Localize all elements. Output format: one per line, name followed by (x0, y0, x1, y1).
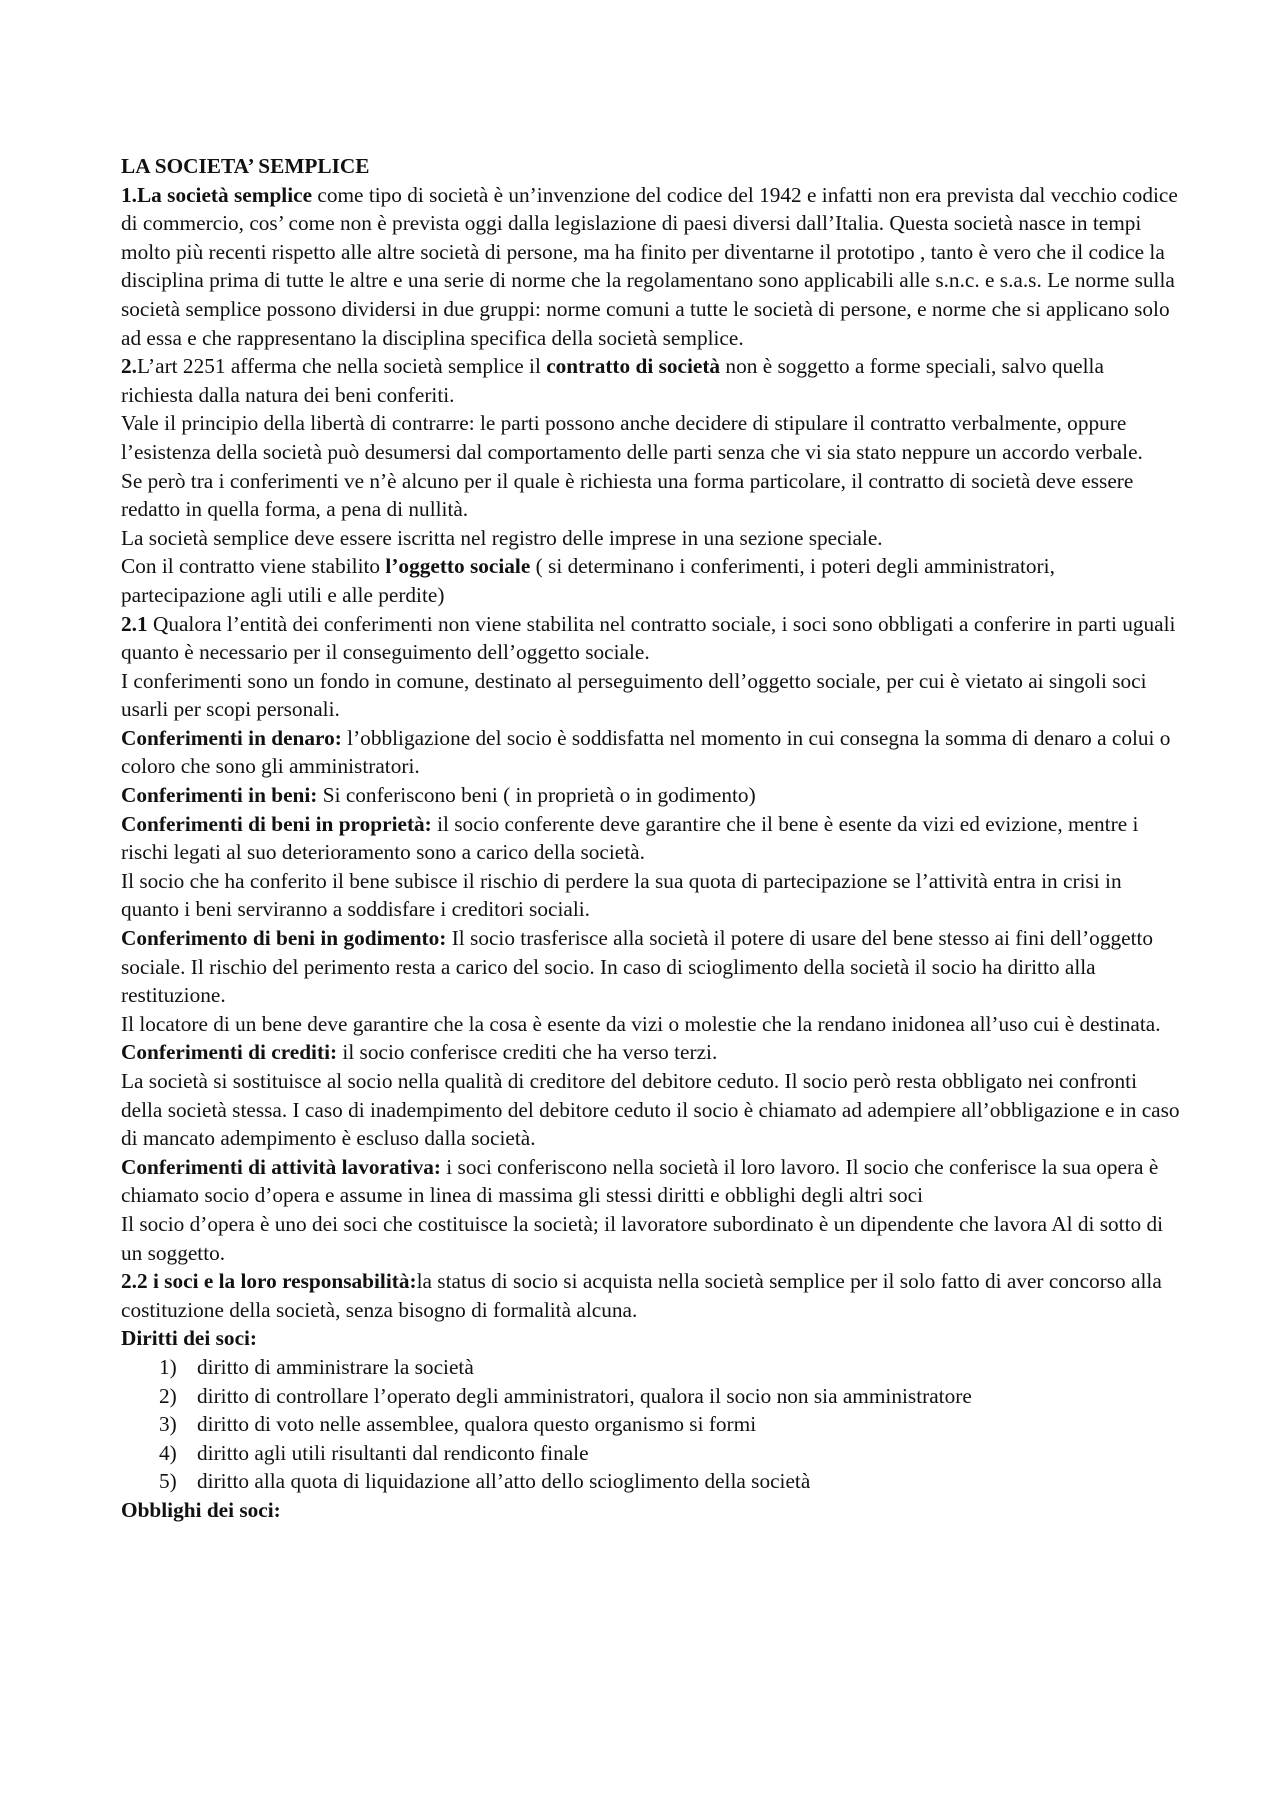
paragraph-text: la status di socio si acquista nella società semplice per il solo fatto di aver concorso alla costituzione della società, senza bisogno di formalità alcuna. (121, 1269, 1162, 1322)
paragraph-lead: 2. (121, 354, 137, 379)
paragraph-text: non è soggetto a forme speciali, salvo quella richiesta dalla natura dei beni conferiti. (121, 354, 1104, 407)
rights-heading-text: Diritti dei soci: (121, 1326, 258, 1351)
list-number: 2) (159, 1383, 177, 1408)
list-number: 1) (159, 1354, 177, 1379)
rights-list (121, 1353, 1180, 1496)
list-item (159, 1382, 1180, 1411)
list-text: diritto agli utili risultanti dal rendiconto finale (197, 1440, 589, 1465)
paragraph-4: Se però tra i conferimenti ve n’è alcuno per il quale è richiesta una forma particolare, il contratto di società deve essere redatto in quella forma, a pena di nullità. (121, 468, 1134, 522)
paragraph-lead: Conferimento di beni in godimento: (121, 926, 447, 951)
paragraph-18: Il socio d’opera è uno dei soci che costituisce la società; il lavoratore subordinato è un dipendente che lavora Al di sotto di un soggetto. (121, 1211, 1164, 1265)
paragraph-text: Il socio trasferisce alla società il potere di usare del bene stesso ai fini dell’oggetto sociale. Il rischio del perimento resta a carico del socio. In caso di scioglimento della società il socio ha diritto alla restituzione. (121, 926, 1154, 1008)
paragraph-lead: 2.2 i soci e la loro responsabilità: (121, 1269, 417, 1294)
list-text: diritto di amministrare la società (197, 1354, 474, 1379)
document-title: LA SOCIETA’ SEMPLICE (121, 154, 370, 178)
paragraph-text: il socio conferente deve garantire che il bene è esente da vizi ed evizione, mentre i rischi legati al suo deterioramento sono a carico della società. (121, 811, 1139, 865)
paragraph-text: Qualora l’entità dei conferimenti non viene stabilita nel contratto sociale, i soci sono obbligati a conferire in parti uguali quanto è necessario per il conseguimento dell’oggetto sociale. (121, 611, 1176, 665)
paragraph-10 (121, 781, 1180, 810)
obligations-heading-text: Obblighi dei soci: (121, 1497, 281, 1522)
list-item (159, 1439, 1180, 1468)
paragraph-text: Si conferiscono beni ( in proprietà o in godimento) (317, 783, 756, 808)
paragraph-5: La società semplice deve essere iscritta nel registro delle imprese in una sezione speciale. (121, 525, 883, 550)
paragraph-15 (121, 1038, 1180, 1067)
list-item (159, 1467, 1180, 1496)
paragraph-12: Il socio che ha conferito il bene subisce il rischio di perdere la sua quota di partecipazione se l’attività entra in crisi in quanto i beni serviranno a soddisfare i creditori sociali. (121, 868, 1122, 922)
paragraph-lead: 1.La società semplice (121, 182, 313, 207)
paragraph-text: l’obbligazione del socio è soddisfatta nel momento in cui consegna la somma di denaro a colui o coloro che sono gli amministratori. (121, 725, 1171, 779)
list-number: 4) (159, 1440, 177, 1465)
paragraph-lead: Conferimenti in beni: (121, 783, 318, 808)
paragraph-14: Il locatore di un bene deve garantire che la cosa è esente da vizi o molestie che la rendano inidonea all’uso cui è destinata. (121, 1011, 1161, 1036)
paragraph-2 (121, 352, 1180, 409)
list-number: 5) (159, 1469, 177, 1494)
paragraph-bold: l’oggetto sociale (385, 554, 531, 579)
paragraph-7 (121, 610, 1180, 667)
paragraph-17 (121, 1153, 1180, 1210)
list-text: diritto di controllare l’operato degli amministratori, qualora il socio non sia amministratore (197, 1383, 972, 1408)
paragraph-text: ( si determinano i conferimenti, i poteri degli amministratori, partecipazione agli utili e alle perdite) (121, 554, 1055, 607)
list-item (159, 1353, 1180, 1382)
paragraph-lead: Conferimenti di beni in proprietà: (121, 811, 432, 836)
paragraph-11 (121, 810, 1180, 867)
paragraph-bold: contratto di società (546, 354, 721, 379)
paragraph-16: La società si sostituisce al socio nella qualità di creditore del debitore ceduto. Il socio però resta obbligato nei confronti della società stessa. I caso di inadempimento del debitore ceduto il socio è chiamato ad adempiere all’obbligazione e in caso di mancato adempimento è escluso dalla società. (121, 1069, 1180, 1151)
paragraph-text: L’art 2251 afferma che nella società semplice il (136, 354, 547, 379)
obligations-heading (121, 1496, 1180, 1525)
paragraph-text: Con il contratto viene stabilito (121, 554, 386, 579)
paragraph-9 (121, 724, 1180, 781)
list-text: diritto di voto nelle assemblee, qualora questo organismo si formi (197, 1412, 757, 1437)
paragraph-lead: Conferimenti di crediti: (121, 1040, 338, 1065)
paragraph-6 (121, 552, 1180, 609)
list-item (159, 1410, 1180, 1439)
paragraph-13 (121, 924, 1180, 1010)
paragraph-lead: Conferimenti in denaro: (121, 725, 342, 750)
rights-heading (121, 1324, 1180, 1353)
paragraph-19 (121, 1267, 1180, 1324)
document-body (121, 152, 1180, 1525)
paragraph-1 (121, 181, 1180, 353)
paragraph-lead: 2.1 (121, 611, 148, 636)
paragraph-3: Vale il principio della libertà di contrarre: le parti possono anche decidere di stipulare il contratto verbalmente, oppure l’esistenza della società può desumersi dal comportamento delle parti senza che vi sia stato neppure un accordo verbale. (121, 411, 1143, 464)
list-number: 3) (159, 1412, 177, 1437)
paragraph-lead: Conferimenti di attività lavorativa: (121, 1154, 441, 1179)
paragraph-text: i soci conferiscono nella società il loro lavoro. Il socio che conferisce la sua opera è chiamato socio d’opera e assume in linea di massima gli stessi diritti e obblighi degli altri soci (121, 1154, 1159, 1208)
paragraph-8: I conferimenti sono un fondo in comune, destinato al perseguimento dell’oggetto sociale, per cui è vietato ai singoli soci usarli per scopi personali. (121, 668, 1147, 722)
paragraph-text: il socio conferisce crediti che ha verso terzi. (337, 1040, 718, 1065)
list-text: diritto alla quota di liquidazione all’atto dello scioglimento della società (197, 1469, 811, 1494)
paragraph-text: come tipo di società è un’invenzione del codice del 1942 e infatti non era prevista dal vecchio codice di commercio, cos’ come non è prevista oggi dalla legislazione di paesi diversi dall’Italia. Questa società nasce in tempi molto più recenti rispetto alle altre società di persone, ma ha finito per diventarne il prototipo , tanto è vero che il codice la disciplina prima di tutte le altre e una serie di norme che la regolamentano sono applicabili alle s.n.c. e s.a.s. Le norme sulla società semplice possono dividersi in due gruppi: norme comuni a tutte le società di persone, e norme che si applicano solo ad essa e che rappresentano la disciplina specifica della società semplice. (121, 182, 1178, 350)
